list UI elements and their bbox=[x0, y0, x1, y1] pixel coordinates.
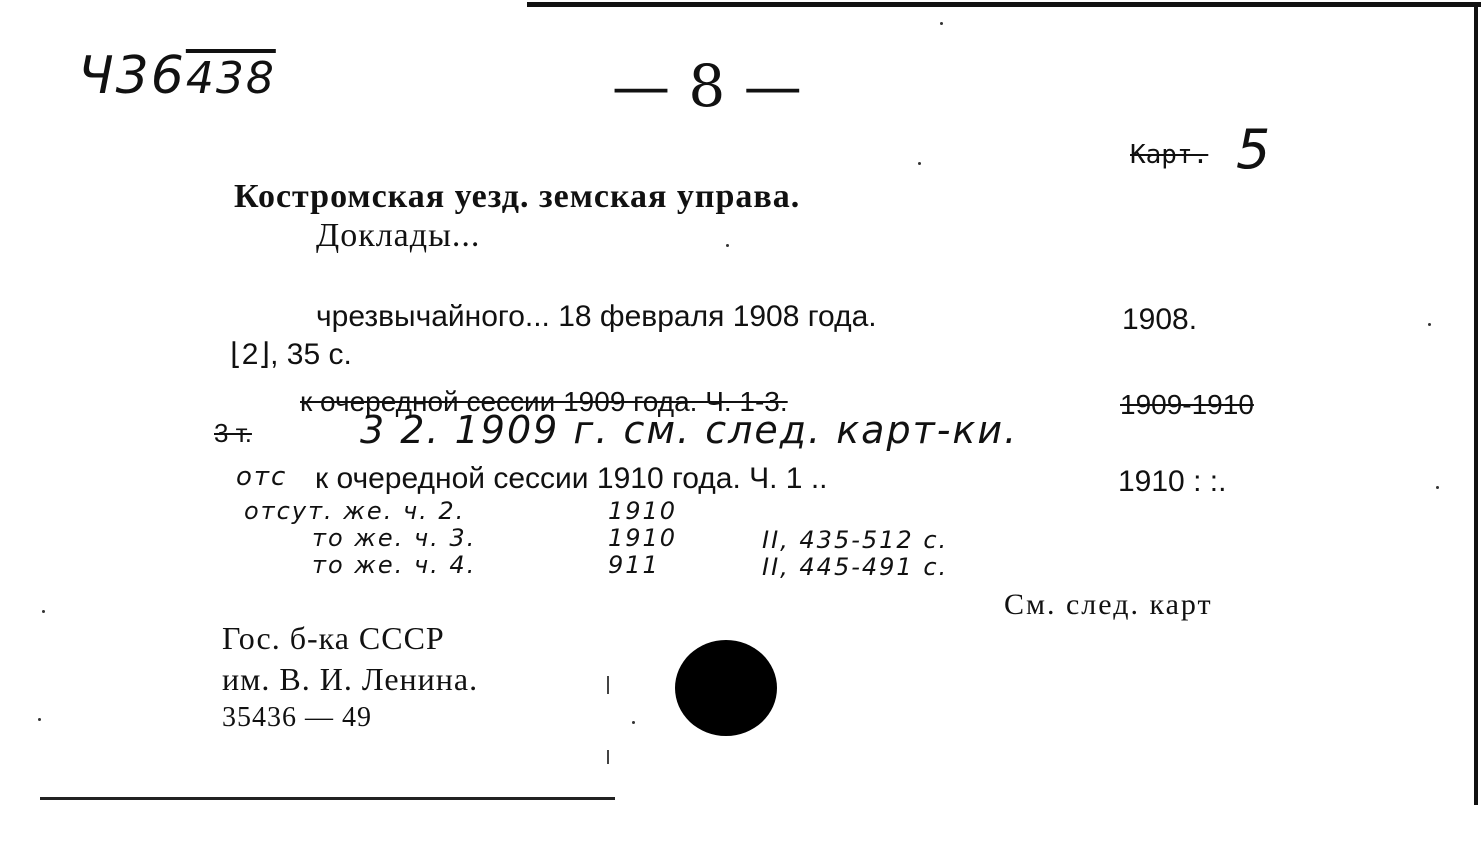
handwritten-pages: II, 445-491 с. bbox=[762, 553, 949, 581]
scan-speck bbox=[1436, 486, 1439, 489]
library-stamp-line: Гос. б-ка СССР bbox=[222, 620, 445, 656]
card-subheading: Доклады... bbox=[316, 217, 481, 254]
entry-extent: ⌊2⌋, 35 с. bbox=[230, 338, 352, 371]
scan-tick bbox=[607, 750, 609, 764]
entry-year-struck: 1909-1910 bbox=[1120, 389, 1254, 420]
card-right-edge bbox=[1474, 5, 1478, 805]
scan-speck bbox=[632, 721, 635, 724]
card-number: 5 bbox=[1236, 118, 1271, 181]
shelfmark bbox=[78, 46, 276, 106]
handwritten-note: 3 2. 1909 г. см. след. карт-ки. bbox=[360, 408, 1019, 452]
handwritten-line: отсут. же. ч. 2. bbox=[244, 497, 466, 525]
punch-hole bbox=[675, 640, 777, 736]
entry-text: к очередной сессии 1910 года. Ч. 1 .. bbox=[315, 462, 828, 495]
entry-text-struck: к очередной сессии 1909 года. Ч. 1-3. bbox=[300, 386, 788, 417]
scan-speck bbox=[38, 718, 41, 721]
entry-prefix-struck: 3 т. bbox=[214, 418, 252, 448]
card-bottom-edge bbox=[40, 797, 615, 800]
handwritten-line: то же. ч. 4. bbox=[312, 551, 477, 579]
handwritten-pages: II, 435-512 с. bbox=[762, 526, 949, 554]
scan-speck bbox=[918, 162, 921, 165]
library-stamp-number: 35436 — 49 bbox=[222, 702, 372, 733]
scan-speck bbox=[726, 244, 729, 247]
handwritten-year: 1910 bbox=[608, 497, 678, 525]
scan-speck bbox=[42, 610, 45, 613]
handwritten-line: то же. ч. 3. bbox=[312, 524, 477, 552]
scan-tick bbox=[607, 676, 609, 694]
entry-year: 1908. bbox=[1122, 303, 1198, 336]
entry-year: 1910 : :. bbox=[1118, 465, 1227, 498]
scan-speck bbox=[940, 22, 943, 25]
see-next-card: См. след. карт bbox=[1004, 588, 1213, 621]
shelfmark-prefix: Ч36 bbox=[78, 46, 186, 106]
handwritten-year: 1910 bbox=[608, 524, 678, 552]
entry-text: чрезвычайного... 18 февраля 1908 года. bbox=[316, 300, 877, 333]
handwritten-year: 911 bbox=[608, 551, 660, 579]
card-label: Карт. bbox=[1130, 140, 1209, 170]
library-stamp-line: им. В. И. Ленина. bbox=[222, 661, 479, 697]
card-top-edge bbox=[527, 2, 1481, 7]
page-number: — 8 — bbox=[612, 52, 802, 120]
shelfmark-number: 438 bbox=[185, 53, 276, 104]
entry-prefix: отс bbox=[236, 462, 288, 492]
scan-speck bbox=[1428, 323, 1431, 326]
card-heading: Костромская уезд. земская управа. bbox=[234, 178, 801, 215]
